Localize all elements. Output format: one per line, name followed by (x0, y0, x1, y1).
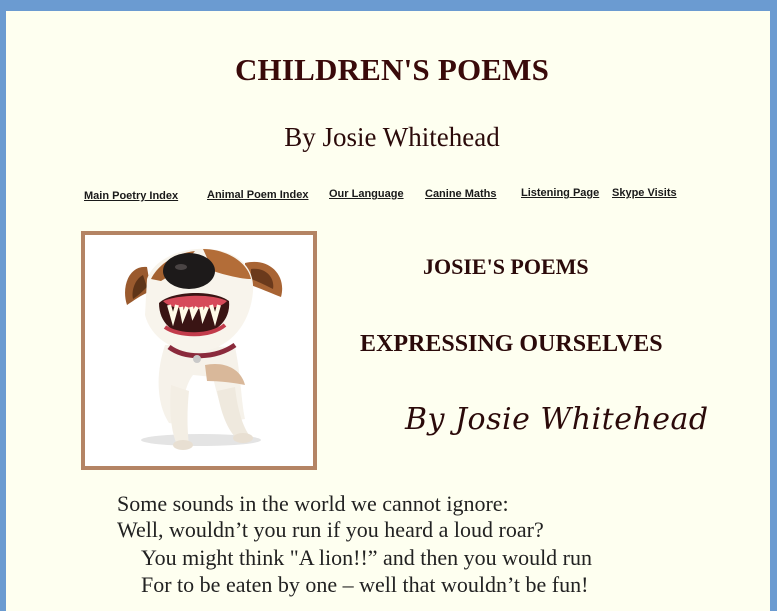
poem-line: Well, wouldn’t you run if you heard a loud roar? (117, 517, 544, 542)
poem-title: EXPRESSING OURSELVES (360, 331, 663, 357)
poem-line: For to be eaten by one – well that wouldn’t be fun! (141, 572, 589, 597)
poem-line: You might think "A lion!!” and then you would run (141, 545, 593, 570)
nav-link-listening-page[interactable]: Listening Page (521, 187, 600, 199)
nav-link-main-poetry-index[interactable]: Main Poetry Index (84, 190, 179, 202)
site-author: By Josie Whitehead (284, 122, 500, 152)
snarling-dog-image (85, 235, 313, 466)
nav-link-canine-maths[interactable]: Canine Maths (425, 188, 497, 200)
dog-photo-frame (81, 231, 317, 470)
nav-link-skype-visits[interactable]: Skype Visits (612, 187, 677, 199)
poem-collection-heading: JOSIE'S POEMS (423, 254, 589, 279)
poem-author-signature: By Josie Whitehead (405, 402, 709, 437)
poem-line: Some sounds in the world we cannot ignore: (117, 491, 509, 516)
site-title: CHILDREN'S POEMS (234, 52, 550, 87)
nav-link-our-language[interactable]: Our Language (329, 188, 404, 200)
nav-link-animal-poem-index[interactable]: Animal Poem Index (207, 189, 309, 201)
